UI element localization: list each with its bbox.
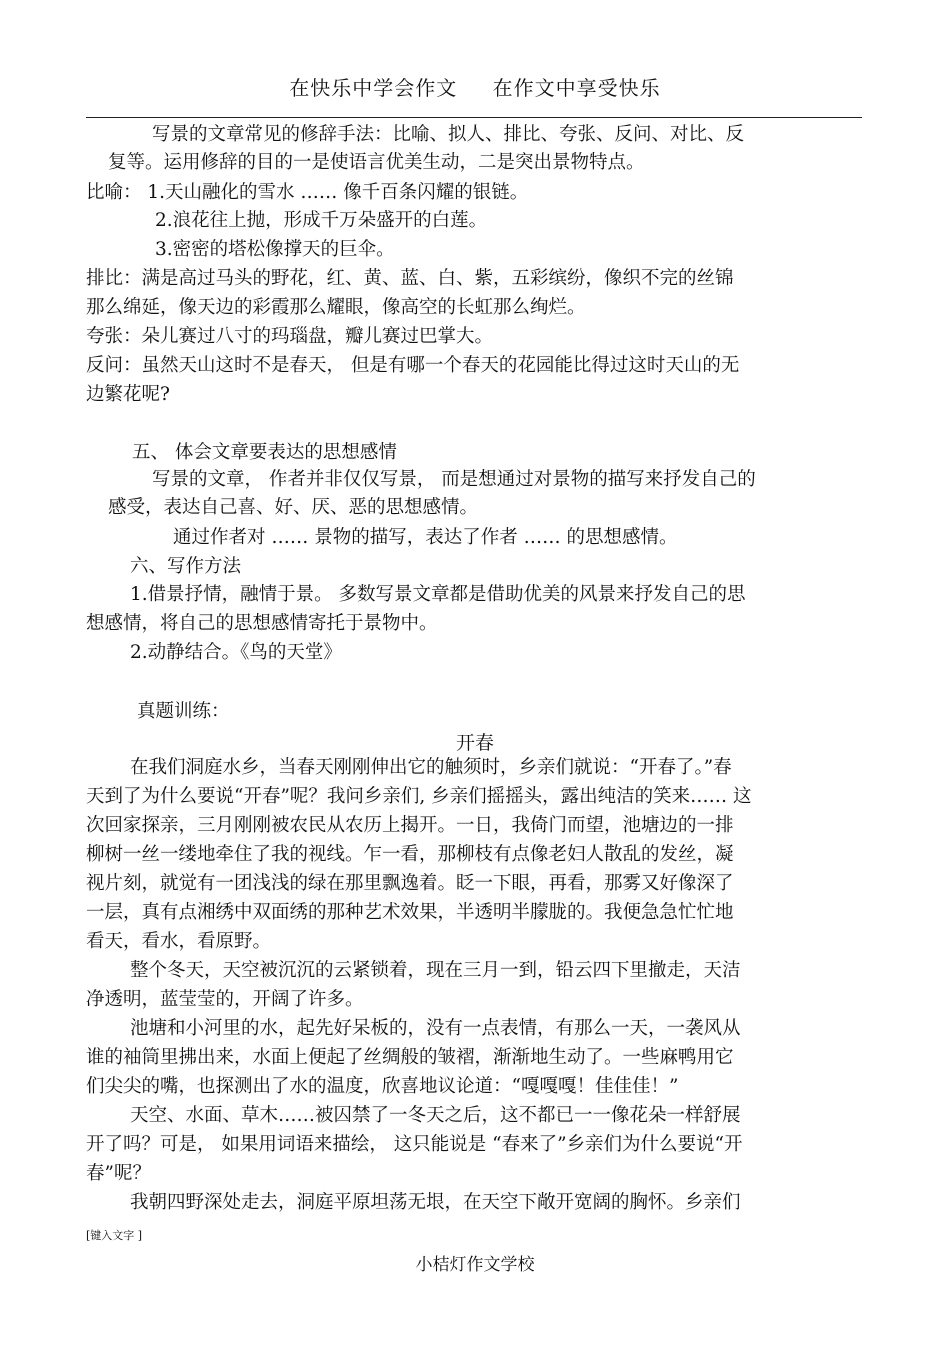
text-line: 整个冬天，天空被沉沉的云紧锁着，现在三月一到，铅云四下里撤走，天洁 — [130, 960, 741, 981]
text-line: 2.动静结合。《鸟的天堂》 — [130, 642, 342, 663]
text-line: 2.浪花往上抛，形成千万朵盛开的白莲。 — [155, 210, 488, 231]
header-right-text: 在作文中享受快乐 — [492, 76, 661, 100]
text-line: 写景的文章常见的修辞手法：比喻、拟人、排比、夸张、反问、对比、反 — [152, 124, 745, 145]
footer-school-name: 小桔灯作文学校 — [415, 1255, 535, 1275]
text-line: 们尖尖的嘴，也探测出了水的温度，欣喜地议论道：“嘎嘎嘎！佳佳佳！” — [86, 1076, 679, 1097]
essay-title: 开春 — [455, 732, 494, 754]
text-line: 春”呢？ — [86, 1163, 151, 1184]
text-line: 排比：满是高过马头的野花，红、黄、蓝、白、紫，五彩缤纷，像织不完的丝锦 — [86, 268, 734, 289]
text-line: 真题训练： — [137, 701, 230, 722]
text-line: 在我们洞庭水乡，当春天刚刚伸出它的触须时，乡亲们就说：“开春了。”春 — [130, 757, 732, 778]
page-header — [0, 72, 950, 101]
text-line: 感受，表达自己喜、好、厌、恶的思想感情。 — [108, 497, 479, 518]
text-line: 夸张：朵儿赛过八寸的玛瑙盘，瓣儿赛过巴掌大。 — [86, 326, 494, 347]
text-line: 天到了为什么要说“开春”呢？我问乡亲们, 乡亲们摇摇头，露出纯洁的笑来…… 这 — [86, 786, 752, 807]
text-line: 3.密密的塔松像撑天的巨伞。 — [155, 239, 395, 260]
text-line: 我朝四野深处走去，洞庭平原坦荡无垠，在天空下敞开宽阔的胸怀。乡亲们 — [130, 1192, 741, 1213]
text-line: 通过作者对 …… 景物的描写，表达了作者 …… 的思想感情。 — [173, 527, 678, 548]
text-line: 五、 体会文章要表达的思想感情 — [132, 442, 397, 463]
text-line: 比喻： 1.天山融化的雪水 …… 像千百条闪耀的银链。 — [86, 182, 529, 203]
text-line: 复等。运用修辞的目的一是使语言优美生动，二是突出景物特点。 — [108, 152, 645, 173]
text-line: 净透明，蓝莹莹的，开阔了许多。 — [86, 989, 364, 1010]
text-line: 看天，看水，看原野。 — [86, 931, 272, 952]
text-line: 次回家探亲，三月刚刚被农民从农历上揭开。一日，我倚门而望，池塘边的一排 — [86, 815, 734, 836]
text-line: 柳树一丝一缕地牵住了我的视线。乍一看，那柳枝有点像老妇人散乱的发丝，凝 — [86, 844, 734, 865]
text-line: 六、写作方法 — [130, 556, 242, 577]
text-line: 视片刻，就觉有一团浅浅的绿在那里飘逸着。眨一下眼，再看，那雾又好像深了 — [86, 873, 734, 894]
header-left-text: 在快乐中学会作文 — [289, 76, 458, 100]
text-line: 1.借景抒情，融情于景。 多数写景文章都是借助优美的风景来抒发自己的思 — [130, 584, 746, 605]
text-line: 那么绵延，像天边的彩霞那么耀眼，像高空的长虹那么绚烂。 — [86, 297, 586, 318]
footer-placeholder: [键入文字 ] — [86, 1229, 143, 1242]
text-line: 反问：虽然天山这时不是春天， 但是有哪一个春天的花园能比得过这时天山的无 — [86, 355, 740, 376]
header-divider — [86, 117, 862, 118]
text-line: 天空、水面、草木……被囚禁了一冬天之后，这不都已一一像花朵一样舒展 — [130, 1105, 741, 1126]
text-line: 池塘和小河里的水，起先好呆板的，没有一点表情，有那么一天，一袭风从 — [130, 1018, 741, 1039]
text-line: 开了吗？可是， 如果用词语来描绘， 这只能说是 “春来了”乡亲们为什么要说“开 — [86, 1134, 743, 1155]
text-line: 谁的袖筒里拂出来，水面上便起了丝绸般的皱褶，渐渐地生动了。一些麻鸭用它 — [86, 1047, 734, 1068]
text-line: 想感情，将自己的思想感情寄托于景物中。 — [86, 613, 438, 634]
text-line: 边繁花呢? — [86, 384, 170, 405]
text-line: 一层，真有点湘绣中双面绣的那种艺术效果，半透明半朦胧的。我便急急忙忙地 — [86, 902, 734, 923]
text-line: 写景的文章， 作者并非仅仅写景， 而是想通过对景物的描写来抒发自己的 — [152, 469, 756, 490]
